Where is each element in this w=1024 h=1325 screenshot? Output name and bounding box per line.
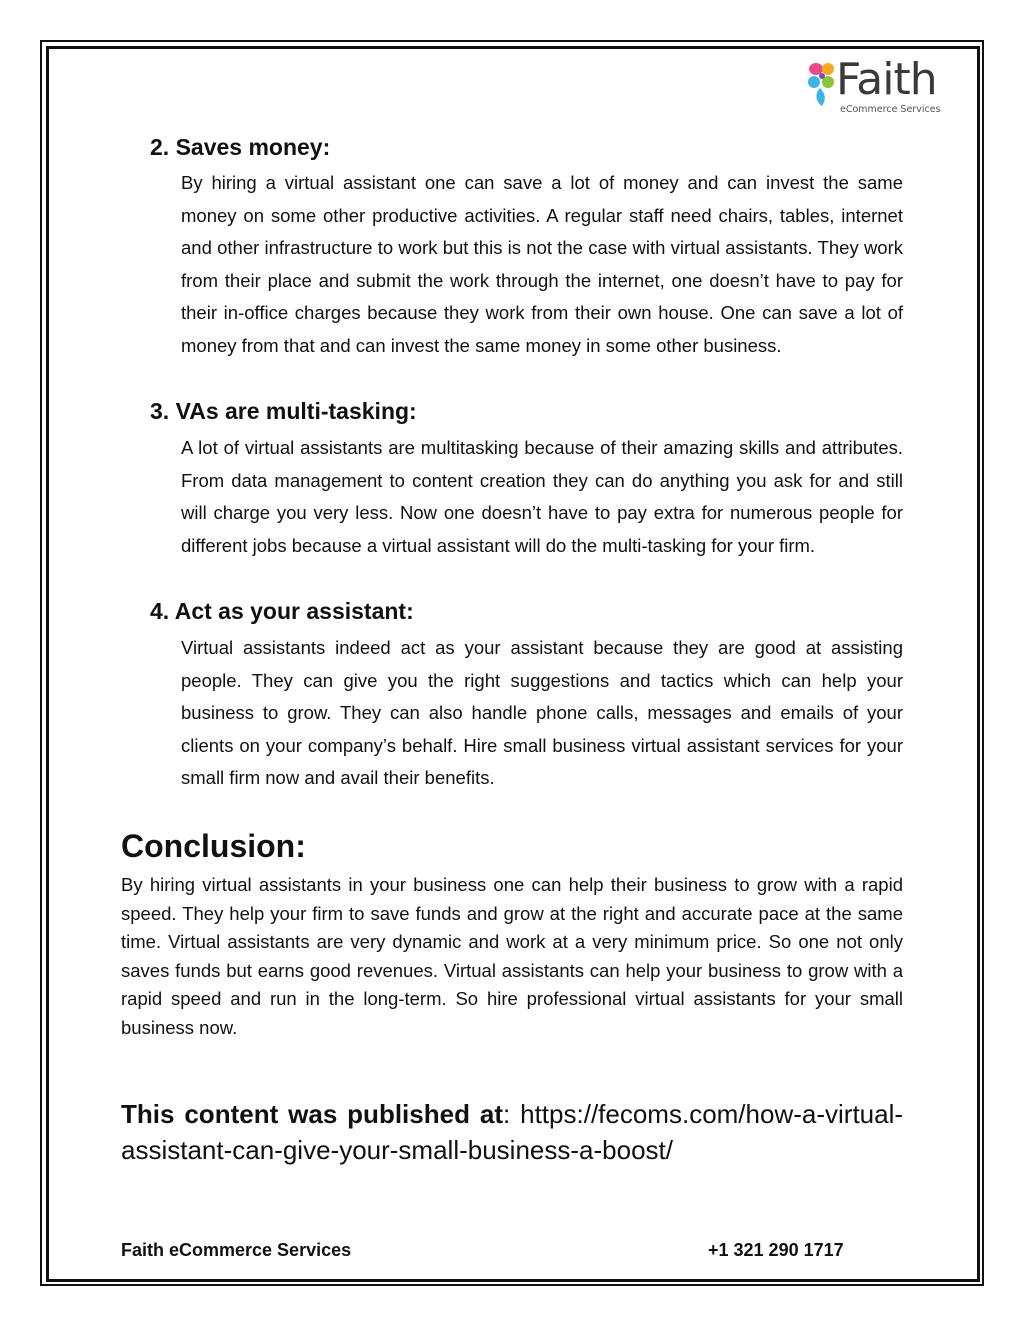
section-text-act-as-assistant: Virtual assistants indeed act as your assistant because they are good at assisting people. They can give you the right suggestions and tactics which can help your business to grow. They can also handle phone calls, messages and emails of your clients on your company’s behalf. Hire small business virtual assistant services for your small firm now and avail their benefits. <box>181 637 903 789</box>
footer-company: Faith eCommerce Services <box>121 1240 352 1260</box>
section-heading-act-as-assistant: 4. Act as your assistant: <box>150 598 414 624</box>
conclusion-text: By hiring virtual assistants in your business one can help their business to grow with a rapid speed. They help your firm to save funds and grow at the right and accurate pace at the same time. Virtual assistants are very dynamic and work at a very minimum price. So one not only saves funds but earns good revenues. Virtual assistants can help your business to grow with a rapid speed and run in the long-term. So hire professional virtual assistants for your small business now. <box>121 874 903 1038</box>
footer-phone: +1 321 290 1717 <box>708 1240 844 1260</box>
logo-wordmark: Faith <box>836 54 937 105</box>
published-label: This content was published at <box>121 1099 503 1129</box>
published-separator: : <box>502 1099 521 1129</box>
published-url-link[interactable]: https://fecoms.com/how-a-virtual-assistant-can-give-your-small-business-a-boost/ <box>121 1099 904 1165</box>
section-text-multi-tasking: A lot of virtual assistants are multitasking because of their amazing skills and attributes. From data management to content creation they can do anything you ask for and still will charge you very less. Now one doesn’t have to pay extra for numerous people for different jobs because a virtual assistant will do the multi-tasking for your firm. <box>181 437 903 556</box>
logo-subtitle: eCommerce Services <box>840 104 941 115</box>
section-heading-saves-money: 2. Saves money: <box>150 134 331 160</box>
section-text-saves-money: By hiring a virtual assistant one can save a lot of money and can invest the same money on some other productive activities. A regular staff need chairs, tables, internet and other infrastructure to work but this is not the case with virtual assistants. They work from their place and submit the work through the internet, one doesn’t have to pay for their in-office charges because they work from their own house. One can save a lot of money from that and can invest the same money in some other business. <box>181 172 903 356</box>
conclusion-heading: Conclusion: <box>121 828 306 864</box>
section-heading-multi-tasking: 3. VAs are multi-tasking: <box>150 398 417 424</box>
faith-logo <box>806 54 966 120</box>
published-note <box>121 1096 903 1168</box>
flower-logo-icon <box>806 60 838 108</box>
